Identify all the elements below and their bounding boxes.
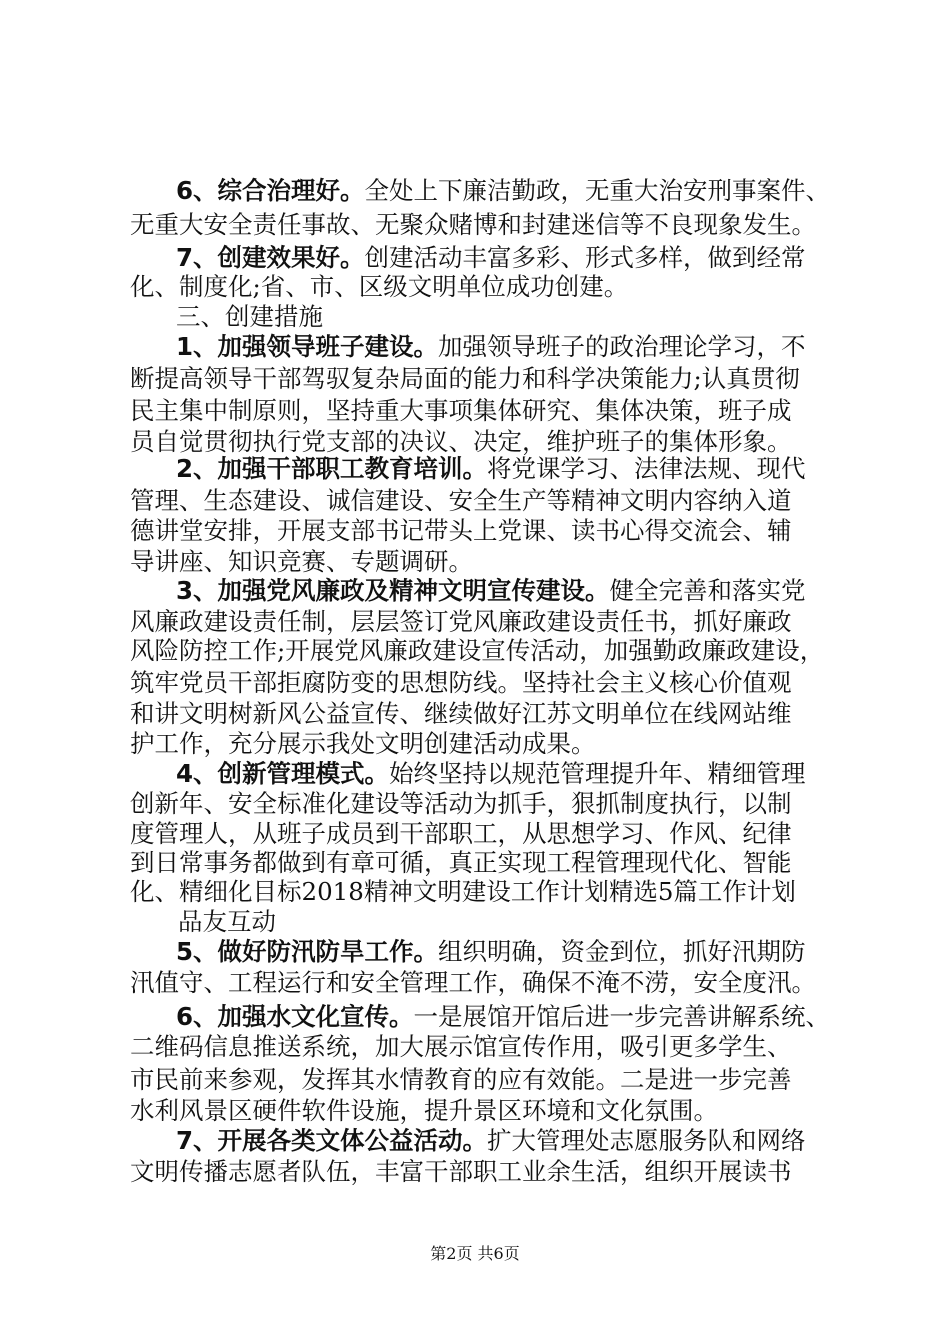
line-text: 一是展馆开馆后进一步完善讲解系统、	[413, 1002, 831, 1031]
item-heading: 6、加强水文化宣传。	[176, 1002, 414, 1031]
line-text: 风险防控工作;开展党风廉政建设宣传活动，加强勤政廉政建设，	[130, 636, 825, 665]
line-text: 将党课学习、法律法规、现代	[487, 454, 806, 483]
paragraph-line	[130, 697, 830, 731]
paragraph-line	[130, 634, 830, 668]
line-text: 水利风景区硬件软件设施，提升景区环境和文化氛围。	[130, 1096, 718, 1125]
line-text: 度管理人，从班子成员到干部职工，从思想学习、作风、纪律	[130, 819, 792, 848]
line-text: 风廉政建设责任制，层层签订党风廉政建设责任书，抓好廉政	[130, 607, 792, 636]
line-text: 德讲堂安排，开展支部书记带头上党课、读书心得交流会、辅	[130, 516, 792, 545]
line-text: 三、创建措施	[176, 302, 323, 331]
paragraph-line	[178, 905, 878, 939]
line-text: 护工作，充分展示我处文明创建活动成果。	[130, 729, 596, 758]
paragraph-line	[130, 1155, 830, 1189]
item-heading: 7、创建效果好。	[176, 243, 365, 272]
line-text: 全处上下廉洁勤政，无重大治安刑事案件、	[364, 176, 831, 205]
line-text: 到日常事务都做到有章可循，真正实现工程管理现代化、智能	[130, 848, 792, 877]
paragraph-line	[176, 174, 876, 208]
paragraph-line	[130, 362, 830, 396]
paragraph-line	[130, 875, 830, 909]
paragraph-line	[176, 330, 876, 364]
line-text: 筑牢党员干部拒腐防变的思想防线。坚持社会主义核心价值观	[130, 668, 792, 697]
paragraph-line	[130, 1030, 830, 1064]
line-text: 加强领导班子的政治理论学习，不	[438, 332, 806, 361]
paragraph-line	[176, 1124, 876, 1158]
paragraph-line	[130, 1063, 830, 1097]
item-heading: 6、综合治理好。	[176, 176, 365, 205]
page-footer: 第2页 共6页	[430, 1244, 520, 1263]
line-text: 导讲座、知识竞赛、专题调研。	[130, 547, 473, 576]
paragraph-line	[176, 574, 876, 608]
line-text: 断提高领导干部驾驭复杂局面的能力和科学决策能力;认真贯彻	[130, 364, 800, 393]
paragraph-line	[130, 1094, 830, 1128]
paragraph-line	[130, 514, 830, 548]
item-heading: 4、创新管理模式。	[176, 759, 390, 788]
section-heading	[176, 300, 876, 334]
line-text: 无重大安全责任事故、无聚众赌博和封建迷信等不良现象发生。	[130, 210, 816, 239]
item-heading: 5、做好防汛防旱工作。	[176, 937, 439, 966]
line-text: 民主集中制原则，坚持重大事项集体研究、集体决策，班子成	[130, 396, 792, 425]
line-text: 市民前来参观，发挥其水情教育的应有效能。二是进一步完善	[130, 1065, 792, 1094]
line-text: 组织明确，资金到位，抓好汛期防	[438, 937, 806, 966]
item-heading: 3、加强党风廉政及精神文明宣传建设。	[176, 576, 610, 605]
line-text: 品友互动	[178, 907, 276, 936]
item-heading: 2、加强干部职工教育培训。	[176, 454, 488, 483]
line-text: 和讲文明树新风公益宣传、继续做好江苏文明单位在线网站维	[130, 699, 792, 728]
paragraph-line	[176, 935, 876, 969]
line-text: 汛值守、工程运行和安全管理工作，确保不淹不涝，安全度汛。	[130, 968, 816, 997]
item-heading: 1、加强领导班子建设。	[176, 332, 439, 361]
paragraph-line	[130, 787, 830, 821]
line-text: 创新年、安全标准化建设等活动为抓手，狠抓制度执行，以制	[130, 789, 792, 818]
paragraph-line	[176, 452, 876, 486]
line-text: 二维码信息推送系统，加大展示馆宣传作用，吸引更多学生、	[130, 1032, 792, 1061]
line-text: 创建活动丰富多彩、形式多样，做到经常	[364, 243, 806, 272]
paragraph-line	[176, 757, 876, 791]
line-text: 始终坚持以规范管理提升年、精细管理	[389, 759, 806, 788]
line-text: 化、制度化;省、市、区级文明单位成功创建。	[130, 272, 629, 301]
line-text: 管理、生态建设、诚信建设、安全生产等精神文明内容纳入道	[130, 486, 792, 515]
line-text: 健全完善和落实党	[609, 576, 806, 605]
line-text: 文明传播志愿者队伍，丰富干部职工业余生活，组织开展读书	[130, 1157, 792, 1186]
line-text: 化、精细化目标2018精神文明建设工作计划精选5篇工作计划	[130, 877, 796, 906]
paragraph-line	[130, 270, 830, 304]
paragraph-line	[130, 394, 830, 428]
paragraph-line	[130, 727, 830, 761]
paragraph-line	[176, 1000, 876, 1034]
paragraph-line	[130, 666, 830, 700]
paragraph-line	[130, 966, 830, 1000]
item-heading: 7、开展各类文体公益活动。	[176, 1126, 488, 1155]
line-text: 员自觉贯彻执行党支部的决议、决定，维护班子的集体形象。	[130, 427, 792, 456]
paragraph-line	[130, 208, 830, 242]
line-text: 扩大管理处志愿服务队和网络	[487, 1126, 806, 1155]
paragraph-line	[130, 484, 830, 518]
